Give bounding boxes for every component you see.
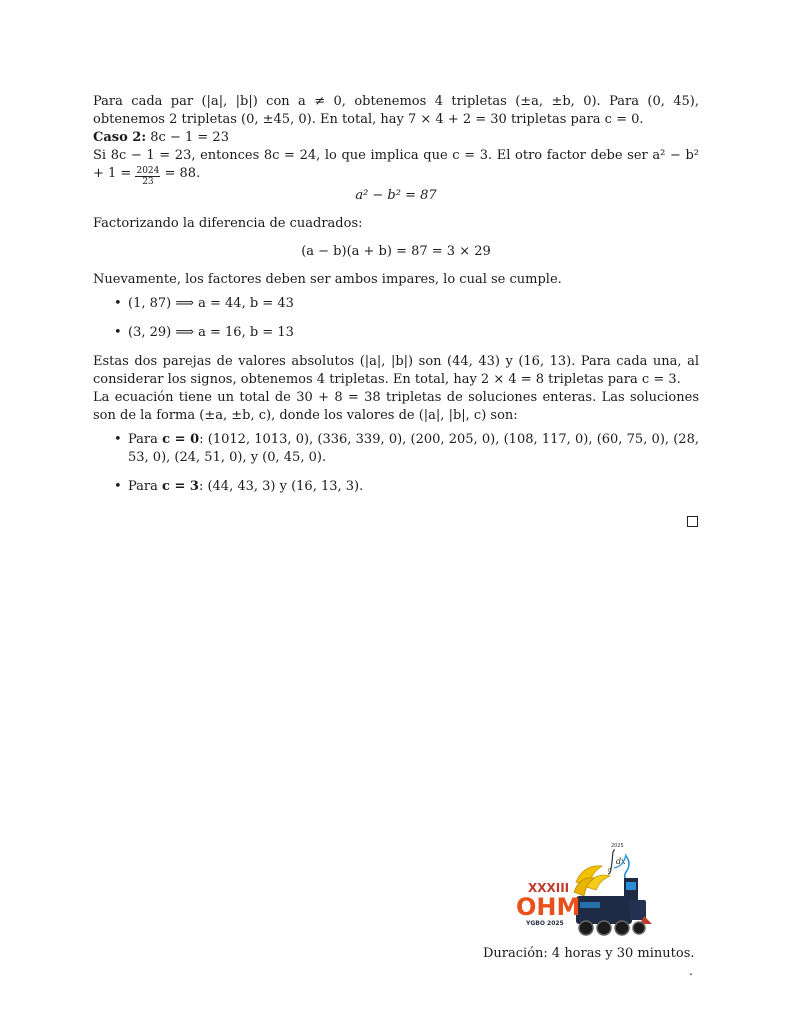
list-item: • (3, 29) ⟹ a = 16, b = 13 xyxy=(93,324,699,342)
case2-label: Caso 2: xyxy=(93,130,147,145)
factor-text: Factorizando la diferencia de cuadrados: xyxy=(93,216,363,231)
solutions-list xyxy=(93,431,699,496)
solution-values: : (1012, 1013, 0), (336, 339, 0), (200, 205, 0), (108, 117, 0), (60, 75, 0), (28, 53, 0), (24, 51, 0), y (0, 45, 0). xyxy=(128,432,699,465)
integral-lower-limit: 0 xyxy=(608,868,612,874)
list-item xyxy=(93,478,699,496)
ohm-logo xyxy=(514,842,652,942)
case2-text: Si 8c − 1 = 23, entonces 8c = 24, lo que implica que c = 3. El otro factor debe ser a² − b² + 1 = xyxy=(93,148,699,181)
equation-difference: a² − b² = 87 xyxy=(355,188,437,203)
paragraph-case2-summary: Estas dos parejas de valores absolutos (|a|, |b|) son (44, 43) y (16, 13). Para cada una, al considerar los signos, obtenemos 4 tripletas. En total, hay 2 × 4 = 8 tripletas para c = 3. xyxy=(93,354,699,387)
case2-heading xyxy=(93,129,699,147)
logo-subtitle: YGBO 2025 xyxy=(526,920,564,927)
odd-factors-text: Nuevamente, los factores deben ser ambos impares, lo cual se cumple. xyxy=(93,272,562,287)
case2-text-end: = 88. xyxy=(164,166,201,181)
solution-c-value: c = 0 xyxy=(162,432,200,447)
duration-note: Duración: 4 horas y 30 minutos. xyxy=(483,946,695,961)
integral-upper-limit: 2025 xyxy=(611,843,624,849)
equation-factorization: (a − b)(a + b) = 87 = 3 × 29 xyxy=(301,244,491,259)
list-item: • (1, 87) ⟹ a = 44, b = 43 xyxy=(93,295,699,313)
fraction-numerator: 2024 xyxy=(136,166,160,176)
list-item xyxy=(93,431,699,467)
footer-dot: . xyxy=(689,964,693,978)
solution-text xyxy=(93,93,699,507)
solution-c-value: c = 3 xyxy=(162,479,199,494)
paragraph-case1-summary: Para cada par (|a|, |b|) con a ≠ 0, obtenemos 4 tripletas (±a, ±b, 0). Para (0, 45), obtenemos 2 tripletas (0, ±45, 0). En total, hay 7 × 4 + 2 = 30 tripletas para c = 0. xyxy=(93,94,699,127)
integral-body: dx xyxy=(616,857,626,866)
case2-equation: 8c − 1 = 23 xyxy=(150,130,229,145)
solution-values: : (44, 43, 3) y (16, 13, 3). xyxy=(198,479,364,494)
solution-prefix: Para xyxy=(128,479,158,494)
train-icon xyxy=(576,896,632,924)
qed-square-icon xyxy=(687,516,698,527)
fraction-denominator: 23 xyxy=(142,177,154,187)
logo-acronym: OHM xyxy=(516,893,581,921)
fraction xyxy=(135,166,160,187)
paragraph-conclusion: La ecuación tiene un total de 30 + 8 = 38 tripletas de soluciones enteras. Las soluciones son de la forma (±a, ±b, c), donde los valores de (|a|, |b|, c) son: xyxy=(93,390,699,423)
factor-pairs-list xyxy=(93,295,699,342)
logo-roman-numeral: XXXIII xyxy=(528,881,570,895)
solution-prefix: Para xyxy=(128,432,158,447)
case2-paragraph xyxy=(93,147,699,187)
